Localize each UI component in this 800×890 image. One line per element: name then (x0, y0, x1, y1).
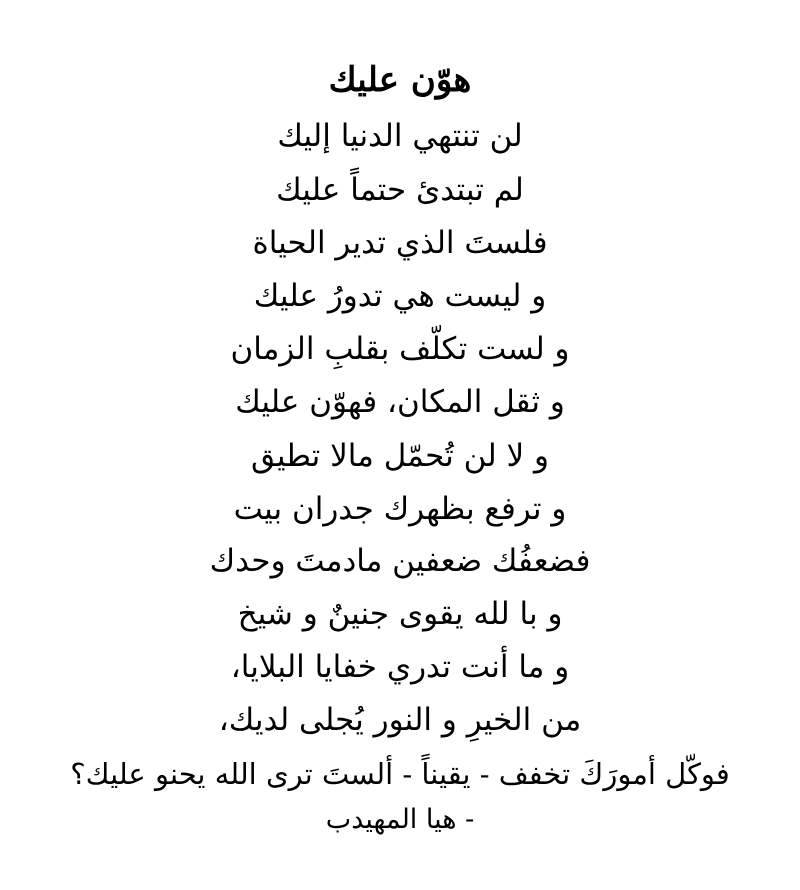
poem-line-11: و ما أنت تدري خفايا البلايا، (230, 649, 570, 685)
poem-line-13: فوكّل أمورَكَ تخفف - يقيناً - ألستَ ترى الله يحنو عليك؟ (70, 757, 730, 791)
poem-line-8: و ترفع بظهرك جدران بيت (233, 491, 567, 527)
poem-line-7: و لا لن تُحمّل مالا تطيق (251, 438, 549, 474)
poem-line-10: و با لله يقوى جنينٌ و شيخ (237, 596, 563, 632)
poem-title: هوّن عليك (328, 60, 472, 100)
poem-line-5: و لست تكلّف بقلبِ الزمان (230, 331, 570, 367)
poem-line-3: فلستَ الذي تدير الحياة (252, 225, 548, 261)
poem-line-6: و ثقل المكان، فهوّن عليك (235, 384, 565, 420)
poem-author: - هيا المهيدب (325, 804, 475, 835)
poem-line-1: لن تنتهي الدنيا إليك (277, 118, 523, 154)
poem-line-4: و ليست هي تدورُ عليك (253, 278, 547, 314)
poem-line-12: من الخيرِ و النور يُجلى لديك، (218, 702, 582, 738)
poem-line-9: فضعفُك ضعفين مادمتَ وحدك (209, 543, 591, 579)
poem-line-2: لم تبتدئ حتماً عليك (276, 172, 524, 208)
